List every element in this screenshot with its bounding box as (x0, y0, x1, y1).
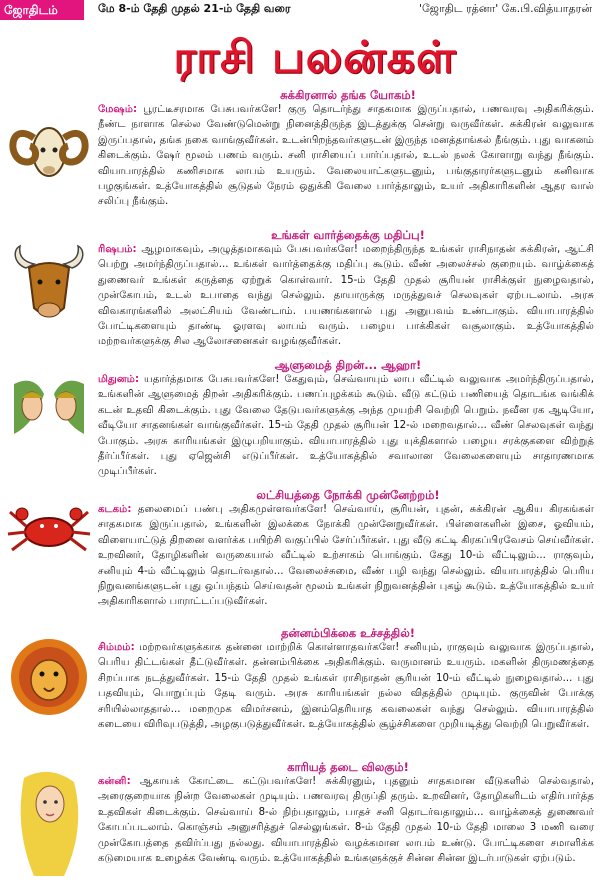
page-title: ராசி பலன்கள் (173, 32, 457, 83)
sign-heading: தன்னம்பிக்கை உச்சத்தில்! (280, 626, 415, 640)
date-range: மே 8-ம் தேதி முதல் 21-ம் தேதி வரை (98, 2, 291, 15)
lion-icon (4, 632, 94, 722)
sign-body (98, 774, 594, 886)
sign-name: கன்னி: (98, 776, 131, 787)
sign-text: ஆழமாகவும், அழுத்தமாகவும் பேசுபவர்களே! மறைந்திருந்த உங்கள் ராசிநாதன் சுக்கிரன், ஆட்சி பெற்று அமர்ந்திருப்பதால்... உங்கள் வார்த்தைக்கு மதிப்பு கூடும். வீண் அலைச்சல் குறையும். வாழ்க்கைத் துணைவர் உங்கள் கருத்தை ஏற்றுக் கொள்வார். 15-ம் தேதி முதல் சூரியன் ராசிக்குள் நுழைவதால், முன்கோபம், உடல் உபாதை வந்து செல்லும். தாயாருக்கு மருத்துவச் செலவுகள் ஏற்படலாம். அரசு விவகாரங்களில் அலட்சியம் வேண்டாம். பயணங்களால் புது அனுபவம் உண்டாகும். வியாபாரத்தில் போட்டிகளையும் தாண்டி ஓரளவு லாபம் வரும். பழைய பாக்கிகள் வசூலாகும். உத்யோகத்தில் மற்றவர்களுக்கு சில ஆலோசனைகள் வழங்குவீர்கள். (98, 244, 594, 348)
sign-text: பூரட்டீசரமாக பேசுபவர்களே! குரு தொடர்ந்து சாதகமாக இருப்பதால், பணவரவு அதிகரிக்கும். நீண்ட நாளாக செல்ல வேண்டுமென்று நினைத்திருந்த இடத்துக்கு சென்று வருவீர்கள். சுக்கிரன் வலுவாக இருப்பதால், தங்க நகை வாங்குவீர்கள். உடன்பிறந்தவர்களுடன் இருந்த மனத்தாங்கல் நீங்கும். புது வாகனம் கிடைக்கும். ஷேர் மூலம் பணம் வரும். சனி ராசியைப் பார்ப்பதால், உடல் நலக் கோளாறு வந்து நீங்கும். வியாபாரத்தில் கணிசமாக லாபம் உயரும். வேலையாட்களுடனும், பங்குதாரர்களுடனும் கனிவாக பழகுங்கள். உத்யோகத்தில் சூடுதல் நேரம் ஒதுக்கி வேலை பார்த்தாலும், உயர் அதிகாரிகளின் ஆதர வால் சலிப்பு நீங்கும். (98, 104, 594, 208)
header-bar (0, 0, 600, 20)
sign-body (98, 102, 594, 226)
ram-icon (4, 100, 94, 190)
sign-text: யதார்த்தமாக பேசுபவர்களே! கேதுவும், செவ்வாயும் லாப வீட்டில் வலுவாக அமர்ந்திருப்பதால், உங்களின் ஆளுமைத் திறன் அதிகரிக்கும். பணப்புழக்கம் கூடும். வீடு கட்டும் பணியைத் தொடங்க வங்கிக் கடன் உதவி கிடைக்கும். புது வேலை தேடுபவர்களுக்கு அந்த முயற்சி வெற்றி பெறும். நவீன ரக ஆடியோ, வீடியோ சாதனங்கள் வாங்குவீர்கள். 15-ம் தேதி முதல் சூரியன் 12-ல் மறைவதால்... வீண் செலவுகள் வந்து போகும். அரசு காரியங்கள் இழுபறியாகும். வியாபாரத்தில் புது யுக்திகளால் பழைய சரக்குகளை விற்றுத் தீர்ப்பீர்கள். புது ஏஜென்சி எடுப்பீர்கள். உத்யோகத்தில் சவாலான வேலைகளையும் சாதாரணமாக முடிப்பீர்கள். (98, 374, 594, 478)
twins-icon (4, 364, 94, 454)
sign-name: ரிஷபம்: (98, 244, 137, 255)
sign-heading: உங்கள் வார்த்தைக்கு மதிப்பு! (271, 228, 425, 242)
sign-text: தலைமைப் பண்பு அதிகமுள்ளவர்களே! செவ்வாய், சூரியன், புதன், சுக்கிரன் ஆகிய கிரகங்கள் சாதகமாக இருப்பதால், உங்களின் இலக்கை நோக்கி முன்னேறுவீர்கள். பிள்ளைகளின் இசை, ஓவியம், விளையாட்டுத் திறனை வளர்க்க பயிற்சி வகுப்பில் சேர்ப்பீர்கள். புது வீடு கட்டி கிரகப்பிரவேசம் செய்வீர்கள். உறவினர், தோழிகளின் வருகையால் வீட்டில் உற்சாகம் பொங்கும். கேது 10-ம் வீட்டிலும்... ராகுவும், சனியும் 4-ம் வீட்டிலும் தொடர்வதால்... வேலைச்சுமை, வீண் பழி வந்து செல்லும். வியாபாரத்தில் பெரிய நிறுவனங்களுடன் புது ஒப்பந்தம் செய்வதன் மூலம் உங்கள் நிறுவனத்தின் புகழ் கூடும். உத்யோகத்தில் உயர் அதிகாரிகளால் பாராட்டப்படுவீர்கள். (98, 504, 594, 608)
crab-icon (4, 490, 94, 580)
sign-heading: ஆளுமைத் திறன்... ஆஹா! (274, 358, 422, 372)
sign-body (98, 242, 594, 366)
virgo-maiden-icon (4, 768, 94, 878)
sign-body (98, 372, 594, 496)
sign-text: ஆகாயக் கோட்டை கட்டுபவர்களே! சுக்கிரனும், புதனும் சாதகமான வீடுகளில் செல்வதால், அரைகுறையாக நின்ற வேலைகள் முடியும். பணவரவு திருப்தி தரும். உறவினர், தோழிகளிடம் எதிர்பார்த்த உதவிகள் கிடைக்கும். செவ்வாய் 8-ல் நிற்பதாலும், பாதச் சனி தொடர்வதாலும்... வாழ்க்கைத் துணைவர் கோபப்படலாம். கொஞ்சம் அனுசரித்துச் செல்லுங்கள். 8-ம் தேதி முதல் 10-ம் தேதி மாலை 3 மணி வரை முன்கோபத்தை தவிர்ப்பது நல்லது. வியாபாரத்தில் வழக்கமான லாபம் உண்டு. போட்டிகளை சமாளிக்க கடுமையாக உழைக்க வேண்டி வரும். உத்யோகத்தில் உங்களுக்குச் சின்ன சின்ன இடர்பாடுகள் ஏற்படும். (98, 776, 594, 865)
bull-icon (4, 238, 94, 328)
sign-name: சிம்மம்: (98, 642, 135, 653)
sign-body (98, 640, 594, 764)
sign-heading: சுக்கிரனால் தங்க யோகம்! (280, 88, 416, 102)
sign-name: மிதுனம்: (98, 374, 140, 385)
sign-heading: லட்சியத்தை நோக்கி முன்னேற்றம்! (256, 488, 440, 502)
sign-name: கடகம்: (98, 504, 132, 515)
author-byline: 'ஜோதிட ரத்னா' கே.பி.வித்யாதரன் (418, 2, 592, 15)
sign-name: மேஷம்: (98, 104, 138, 115)
sign-body (98, 502, 594, 626)
section-tag: ஜோதிடம் (0, 0, 84, 20)
sign-heading: காரியத் தடை விலகும்! (287, 760, 409, 774)
sign-text: மற்றவர்களுக்காக தன்னை மாற்றிக் கொள்ளாதவர்களே! சனியும், ராகுவும் வலுவாக இருப்பதால், பெரிய திட்டங்கள் தீட்டுவீர்கள். தன்னம்பிக்கை அதிகரிக்கும். வருமானம் உயரும். மகளின் திருமணத்தை சிறப்பாக நடத்துவீர்கள். 15-ம் தேதி முதல் உங்கள் ராசிநாதன் சூரியன் 10-ம் வீட்டில் நுழைவதால்... புது பதவியும், பொறுப்பும் தேடி வரும். அரசு காரியங்கள் நல்ல விதத்தில் முடியும். குருவின் போக்கு சரியில்லாததால்... மறைமுக விமர்சனம், இனம்தெரியாத கவலைகள் வந்து செல்லும். வியாபாரத்தில் கடையை விரிவுபடுத்தி, அழகுபடுத்துவீர்கள். உத்யோகத்தில் சூழ்ச்சிகளை முறியடித்து வெற்றி பெறுவீர்கள். (98, 642, 594, 731)
